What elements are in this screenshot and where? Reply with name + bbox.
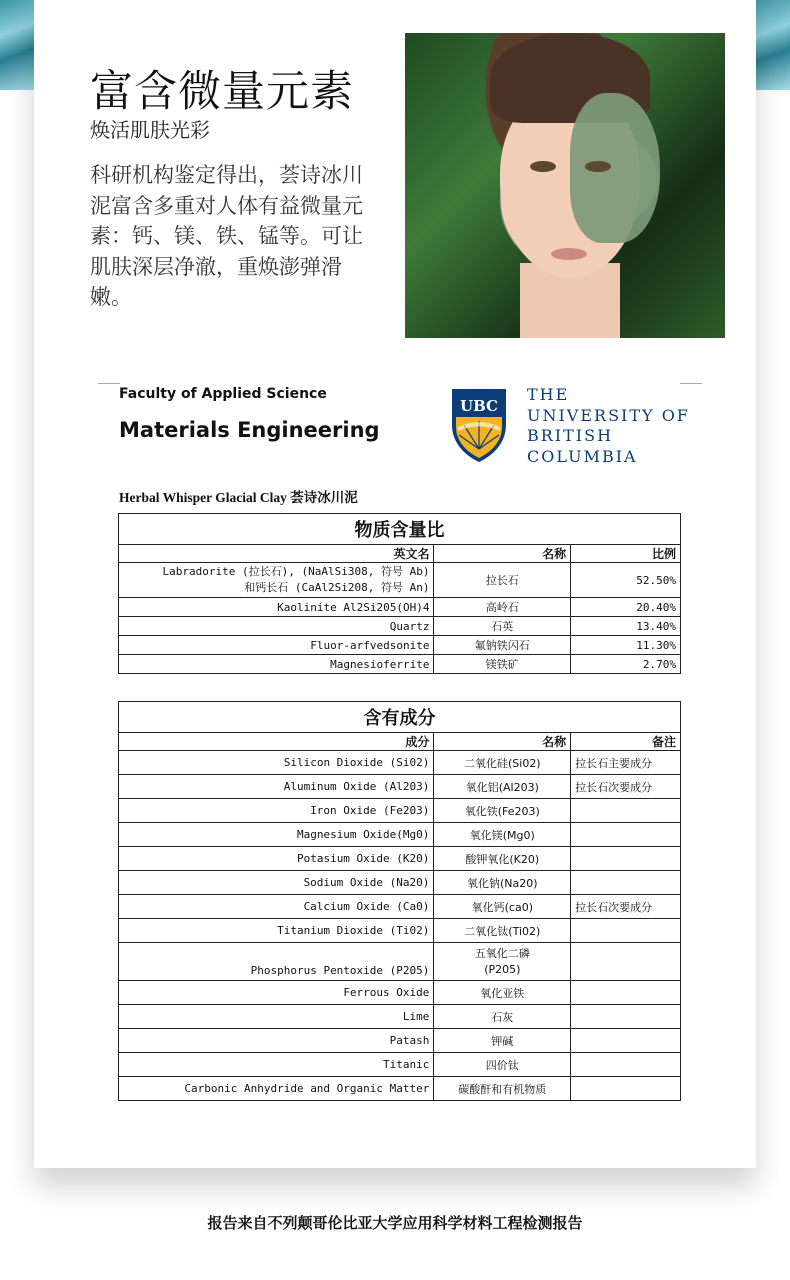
column-header: 名称 <box>434 733 571 751</box>
column-header: 英文名 <box>119 545 434 563</box>
ingredient-note <box>571 1029 681 1053</box>
mineral-ratio: 2.70% <box>571 655 681 674</box>
table-row <box>119 871 681 895</box>
table-row <box>119 655 681 674</box>
ingredient-note <box>571 1053 681 1077</box>
ingredient-name: 二氧化硅(Si02) <box>434 751 571 775</box>
ingredient-name: 氧化钙(ca0) <box>434 895 571 919</box>
mineral-name: 镁铁矿 <box>434 655 571 674</box>
intro-paragraph: 科研机构鉴定得出，荟诗冰川泥富含多重对人体有益微量元素：钙、镁、铁、锰等。可让肌肤深层净澈，重焕澎弹滑嫩。 <box>90 163 363 309</box>
ingredient-english: Carbonic Anhydride and Organic Matter <box>119 1077 434 1101</box>
ingredient-english: Iron Oxide (Fe203) <box>119 799 434 823</box>
ingredient-english: Silicon Dioxide (Si02) <box>119 751 434 775</box>
table-row <box>119 847 681 871</box>
mineral-ratio: 20.40% <box>571 598 681 617</box>
mineral-english <box>119 563 434 598</box>
mineral-ratio: 11.30% <box>571 636 681 655</box>
column-header: 比例 <box>571 545 681 563</box>
mineral-ratio: 13.40% <box>571 617 681 636</box>
table-row <box>119 799 681 823</box>
divider-left <box>98 383 120 384</box>
table-row <box>119 823 681 847</box>
ingredient-note <box>571 943 681 981</box>
divider-right <box>680 383 702 384</box>
table-row <box>119 563 681 598</box>
column-header: 成分 <box>119 733 434 751</box>
model-clay-mask-photo <box>405 33 725 338</box>
mineral-name: 拉长石 <box>434 563 571 598</box>
column-header: 备注 <box>571 733 681 751</box>
table-title: 物质含量比 <box>119 514 681 545</box>
decorative-water-left <box>0 0 34 90</box>
ingredients-table <box>118 701 681 1101</box>
ingredient-name: 石灰 <box>434 1005 571 1029</box>
headline: 富含微量元素 <box>90 67 354 117</box>
university-line: UNIVERSITY OF <box>527 405 690 425</box>
mineral-english: Fluor-arfvedsonite <box>119 636 434 655</box>
mineral-name: 高岭石 <box>434 598 571 617</box>
ingredient-name: 氧化铝(Al203) <box>434 775 571 799</box>
table-row <box>119 919 681 943</box>
ingredient-note <box>571 799 681 823</box>
mineral-ratio: 52.50% <box>571 563 681 598</box>
subheadline: 焕活肌肤光彩 <box>90 118 210 142</box>
table-row <box>119 1005 681 1029</box>
department-name: Materials Engineering <box>119 418 380 442</box>
table-row <box>119 751 681 775</box>
ingredient-note <box>571 1077 681 1101</box>
ingredient-note <box>571 847 681 871</box>
university-line: COLUMBIA <box>527 446 638 466</box>
table-row <box>119 617 681 636</box>
university-line: BRITISH <box>527 426 614 445</box>
ingredient-english: Titanium Dioxide (Ti02) <box>119 919 434 943</box>
decorative-water-right <box>756 0 790 90</box>
report-source-caption: 报告来自不列颠哥伦比亚大学应用科学材料工程检测报告 <box>207 1214 583 1232</box>
ingredient-name: 氧化钠(Na20) <box>434 871 571 895</box>
logo-text: UBC <box>460 397 498 415</box>
table-row <box>119 1077 681 1101</box>
university-name <box>527 385 690 467</box>
mineral-english: Magnesioferrite <box>119 655 434 674</box>
table-row <box>119 598 681 617</box>
ingredient-name-line1: 五氧化二磷 <box>474 946 530 960</box>
mineral-name: 石英 <box>434 617 571 636</box>
ingredient-note <box>571 919 681 943</box>
mineral-name: 氟钠铁闪石 <box>434 636 571 655</box>
table-row <box>119 943 681 981</box>
ingredient-name: 钾碱 <box>434 1029 571 1053</box>
ingredient-english: Phosphorus Pentoxide (P205) <box>119 943 434 981</box>
ingredient-name: 二氧化钛(Ti02) <box>434 919 571 943</box>
mineral-english: Quartz <box>119 617 434 636</box>
ingredient-english: Aluminum Oxide (Al203) <box>119 775 434 799</box>
ingredient-english: Patash <box>119 1029 434 1053</box>
university-line: THE <box>527 385 570 404</box>
table-row <box>119 895 681 919</box>
ingredient-note <box>571 981 681 1005</box>
table-row <box>119 775 681 799</box>
ingredient-english: Potasium Oxide (K20) <box>119 847 434 871</box>
table-title: 含有成分 <box>119 702 681 733</box>
ingredient-name <box>434 943 571 981</box>
ingredient-english: Ferrous Oxide <box>119 981 434 1005</box>
faculty-name: Faculty of Applied Science <box>119 386 327 402</box>
ingredient-name: 碳酸酐和有机物质 <box>434 1077 571 1101</box>
table-row <box>119 981 681 1005</box>
mineral-english-line1: Labradorite (拉长石), (NaAlSi308, 符号 Ab) <box>162 565 430 578</box>
ingredient-note: 拉长石次要成分 <box>571 775 681 799</box>
table-row <box>119 636 681 655</box>
ingredient-note: 拉长石次要成分 <box>571 895 681 919</box>
ingredient-name: 氧化镁(Mg0) <box>434 823 571 847</box>
ingredient-english: Magnesium Oxide(Mg0) <box>119 823 434 847</box>
mineral-english-line2: 和钙长石 (CaAl2Si208, 符号 An) <box>244 581 430 594</box>
table-row <box>119 1029 681 1053</box>
ingredient-english: Sodium Oxide (Na20) <box>119 871 434 895</box>
ingredient-english: Lime <box>119 1005 434 1029</box>
sample-title: Herbal Whisper Glacial Clay 荟诗冰川泥 <box>119 490 358 505</box>
ingredient-name: 氧化铁(Fe203) <box>434 799 571 823</box>
ingredient-name: 氧化亚铁 <box>434 981 571 1005</box>
mineral-english: Kaolinite Al2Si205(OH)4 <box>119 598 434 617</box>
ingredient-note <box>571 823 681 847</box>
ingredient-english: Calcium Oxide (Ca0) <box>119 895 434 919</box>
ingredient-name-line2: (P205) <box>484 962 521 976</box>
ingredient-note: 拉长石主要成分 <box>571 751 681 775</box>
ingredient-note <box>571 1005 681 1029</box>
ubc-shield-logo <box>450 387 508 463</box>
table-row <box>119 1053 681 1077</box>
ingredient-note <box>571 871 681 895</box>
ingredient-english: Titanic <box>119 1053 434 1077</box>
composition-ratio-table <box>118 513 681 674</box>
column-header: 名称 <box>434 545 571 563</box>
ingredient-name: 酸钾氧化(K20) <box>434 847 571 871</box>
ingredient-name: 四价钛 <box>434 1053 571 1077</box>
